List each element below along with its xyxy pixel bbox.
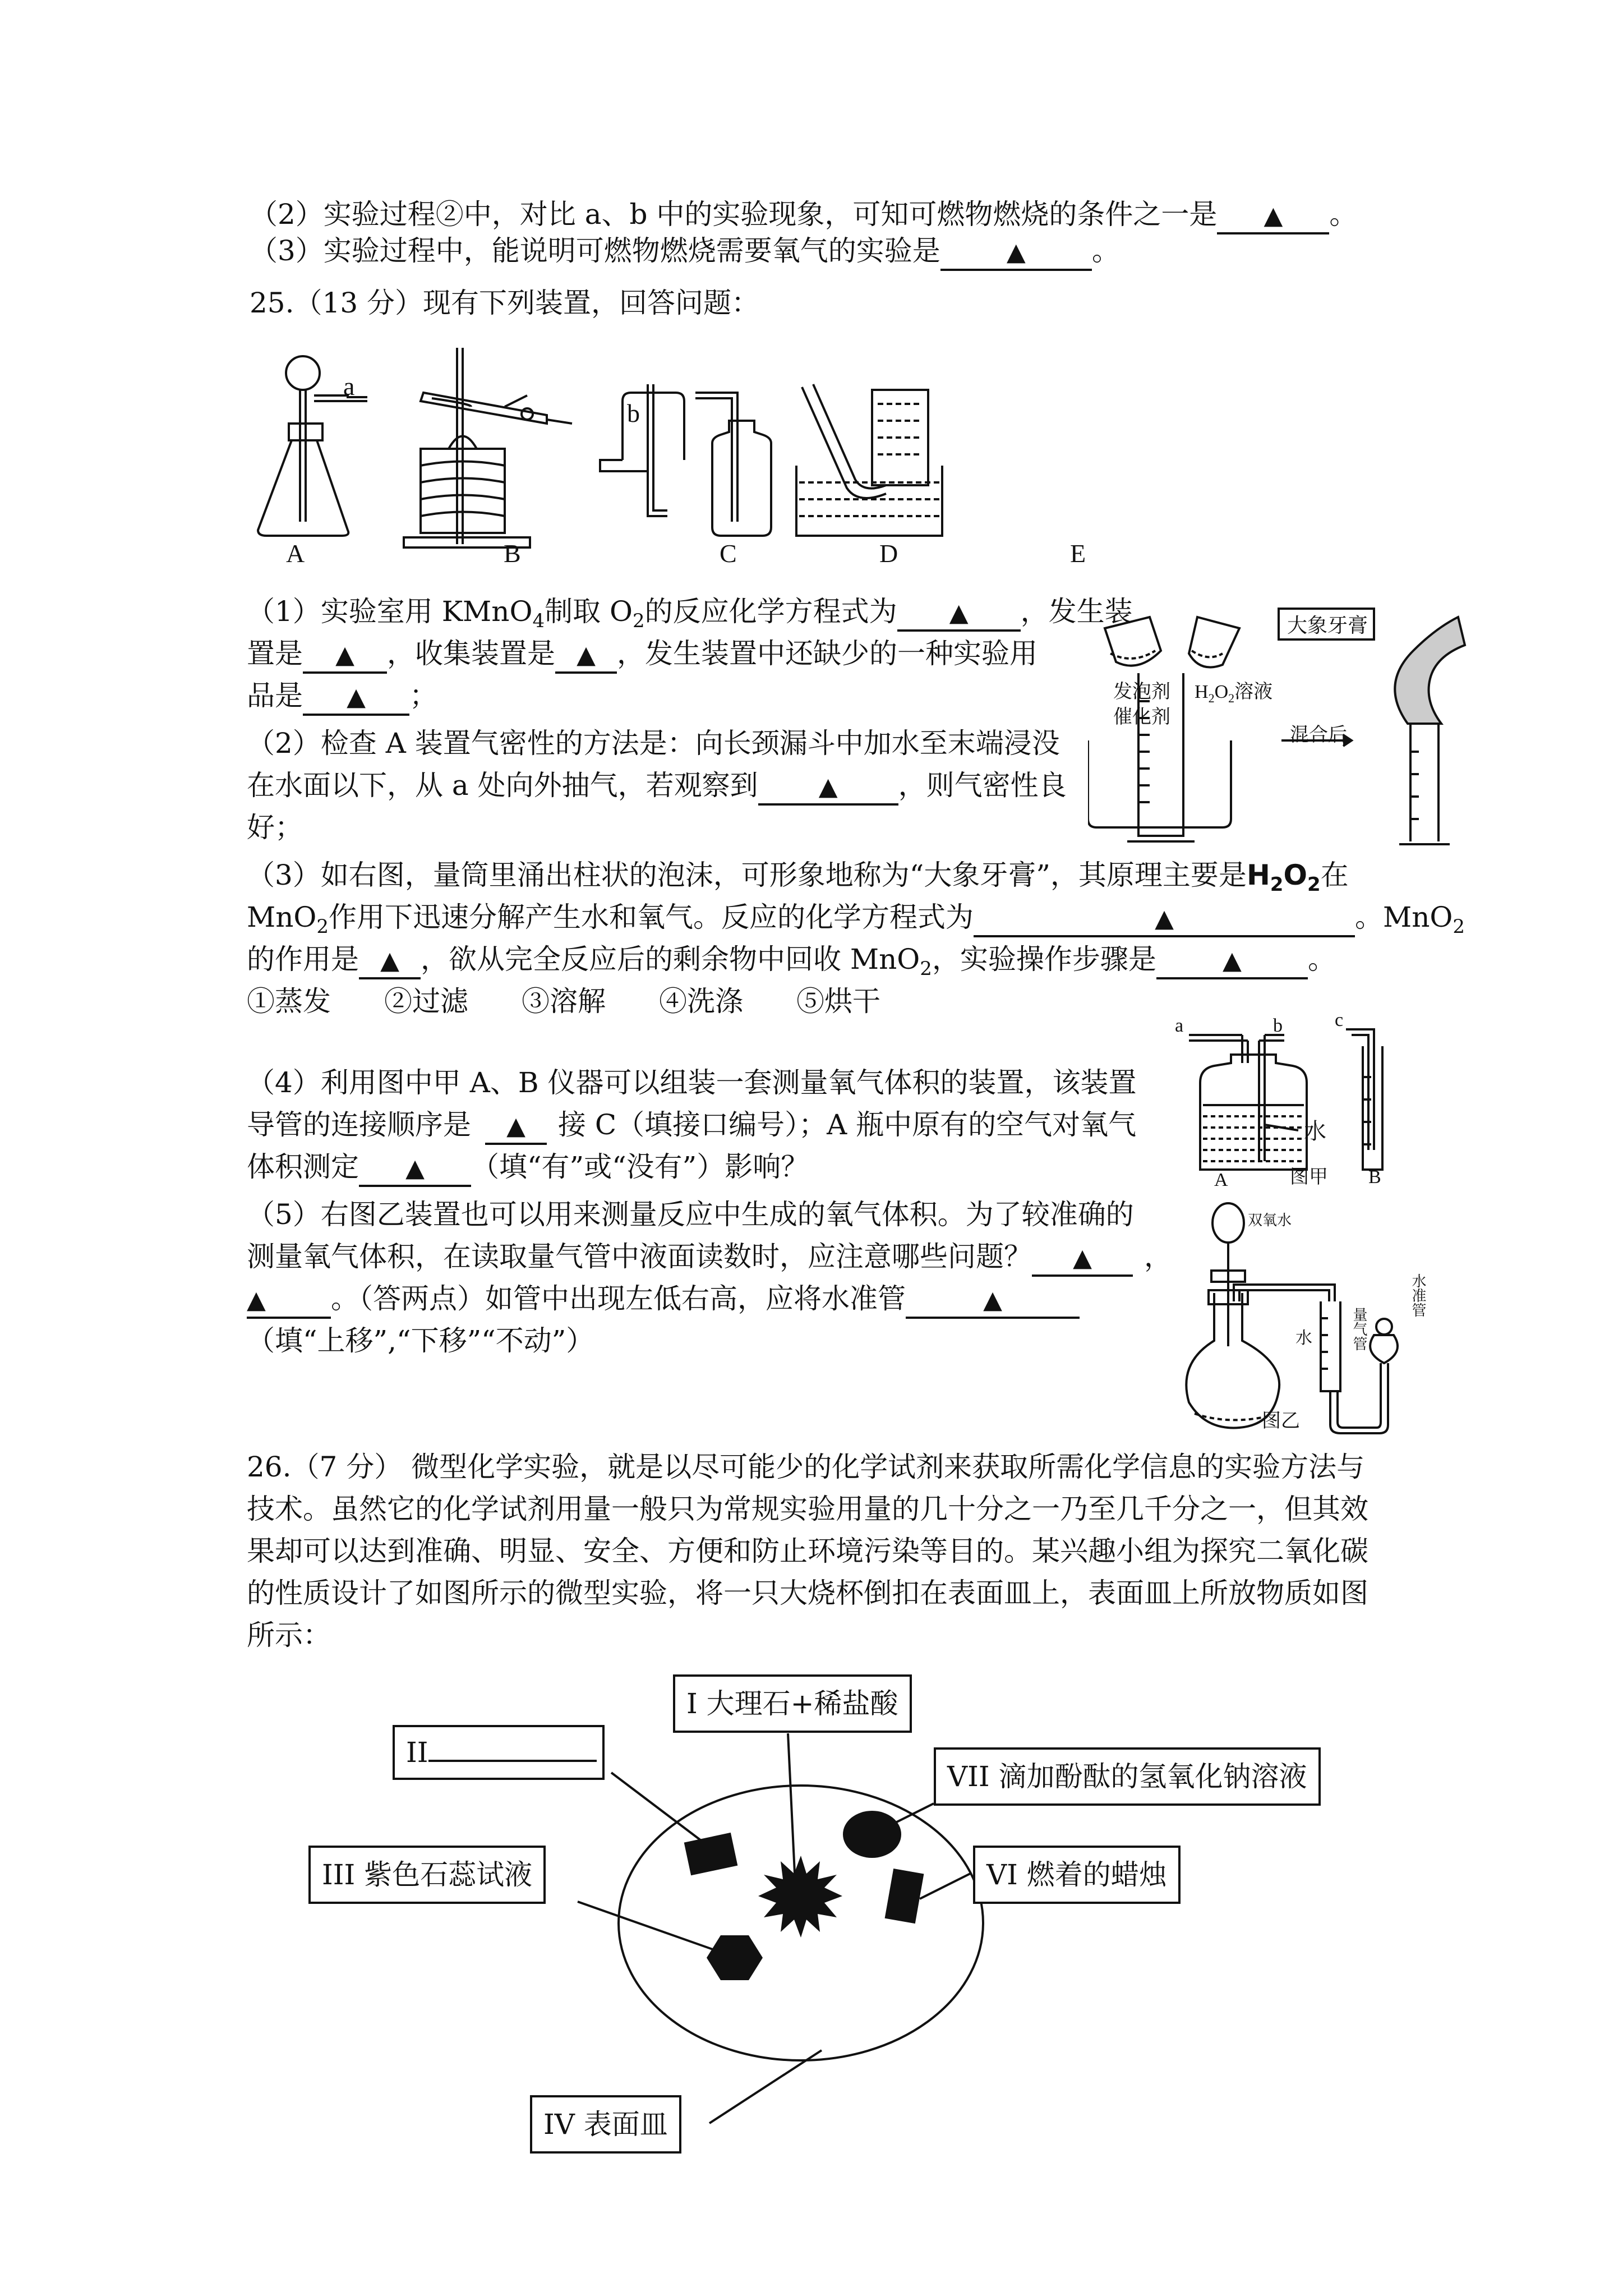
q25-p4-line3: 体积测定 ▲ （填“有”或“没有”）影响？ xyxy=(247,1147,809,1187)
label-box-iii: III 紫色石蕊试液 xyxy=(308,1846,546,1904)
catalyst-label: 催化剂 xyxy=(1113,707,1170,728)
step-2: ②过滤 xyxy=(384,985,468,1018)
foaming-agent-label: 发泡剂 xyxy=(1113,682,1170,702)
triangle-icon: ▲ xyxy=(577,641,596,669)
q25-p1-line1: （1）实验室用 KMnO$_4$制取 $O_2$的反应化学方程式为 ▲ ，发生装 xyxy=(247,595,1133,632)
triangle-icon: ▲ xyxy=(1223,946,1242,975)
q26-line-5: 所示： xyxy=(247,1619,331,1651)
jia-label-a: A xyxy=(1214,1170,1228,1190)
port-label-a: a xyxy=(343,372,355,401)
q26-line-1: 26.（7 分） 微型化学实验，就是以尽可能少的化学试剂来获取所需化学信息的实验方法与 xyxy=(247,1451,1365,1483)
step-3: ③溶解 xyxy=(522,985,606,1018)
step-1: ①蒸发 xyxy=(247,985,331,1018)
q25-p1-line2: 置是 ▲ ，收集装置是 ▲ ，发生装置中还缺少的一种实验用 xyxy=(247,634,1038,674)
sample-ii-rectangle xyxy=(684,1833,738,1875)
yi-h2o2-label: 双氧水 xyxy=(1248,1212,1292,1228)
sample-vi-candle xyxy=(885,1869,924,1924)
triangle-icon: ▲ xyxy=(380,946,399,975)
triangle-icon: ▲ xyxy=(1155,904,1174,933)
q25-p1-line3: 品是 ▲ ； xyxy=(247,676,437,716)
triangle-icon: ▲ xyxy=(335,641,354,669)
triangle-icon: ▲ xyxy=(1006,238,1026,266)
yi-water-label: 水 xyxy=(1295,1329,1312,1347)
jia-water-label: 水 xyxy=(1304,1119,1326,1144)
h2o2-solution-label: $H_2O_2$溶液 xyxy=(1195,682,1273,705)
yi-title: 图乙 xyxy=(1262,1411,1300,1432)
after-mixing-label: 混合后 xyxy=(1290,725,1347,746)
q24-line-3: （3）实验过程中，能说明可燃物燃烧需要氧气的实验是 ▲ 。 xyxy=(250,231,1120,271)
jia-port-b: b xyxy=(1273,1015,1283,1036)
q25-p5-line1: （5）右图乙装置也可以用来测量反应中生成的氧气体积。为了较准确的 xyxy=(247,1198,1134,1231)
q25-p2-line2: 在水面以下，从 a 处向外抽气，若观察到 ▲ ，则气密性良 xyxy=(247,766,1067,806)
triangle-icon: ▲ xyxy=(1073,1244,1092,1272)
q25-p3-line1: （3）如右图，量筒里涌出柱状的泡沫，可形象地称为“大象牙膏”，其原理主要是$H_2O_2$在 xyxy=(247,859,1349,896)
q25-p5-line3: ▲ 。（答两点）如管中出现左低右高，应将水准管 ▲ xyxy=(247,1279,1080,1319)
triangle-icon: ▲ xyxy=(983,1286,1002,1314)
triangle-icon: ▲ xyxy=(247,1286,266,1314)
q26-line-3: 果却可以达到准确、明显、安全、方便和防止环境污染等目的。某兴趣小组为探究二氧化碳 xyxy=(247,1535,1368,1567)
q25-p4-line1: （4）利用图中甲 A、B 仪器可以组装一套测量氧气体积的装置，该装置 xyxy=(247,1066,1137,1099)
label-box-iv: IV 表面皿 xyxy=(530,2095,681,2154)
label-box-vi: VI 燃着的蜡烛 xyxy=(973,1846,1181,1904)
port-label-b: b xyxy=(627,399,640,427)
triangle-icon: ▲ xyxy=(506,1112,525,1140)
triangle-icon: ▲ xyxy=(949,599,969,627)
sample-i-starburst xyxy=(758,1856,842,1938)
label-box-vii: VII 滴加酚酞的氢氧化钠溶液 xyxy=(934,1747,1321,1806)
label-box-ii: II xyxy=(393,1725,605,1780)
step-4: ④洗涤 xyxy=(659,985,743,1018)
triangle-icon: ▲ xyxy=(405,1154,425,1182)
triangle-icon: ▲ xyxy=(1264,201,1283,230)
jia-port-c: c xyxy=(1335,1010,1344,1030)
apparatus-label-e: E xyxy=(1070,539,1086,568)
q25-p3-line2: MnO$_2$作用下迅速分解产生水和氧气。反应的化学方程式为 ▲ 。MnO$_2$ xyxy=(247,901,1465,938)
sample-vii-ellipse xyxy=(843,1811,901,1858)
q25-header: 25.（13 分）现有下列装置，回答问题： xyxy=(250,287,760,319)
q26-line-2: 技术。虽然它的化学试剂用量一般只为常规实验用量的几十分之一乃至几千分之一，但其效 xyxy=(247,1493,1368,1525)
sample-iii-hexagon xyxy=(707,1935,763,1980)
jia-port-a: a xyxy=(1175,1015,1184,1036)
q25-p5-line2: 测量氧气体积，在读取量气管中液面读数时，应注意哪些问题？ ▲ ， xyxy=(247,1237,1172,1277)
q26-line-4: 的性质设计了如图所示的微型实验，将一只大烧杯倒扣在表面皿上，表面皿上所放物质如图 xyxy=(247,1577,1368,1609)
q24-line-2: （2）实验过程②中，对比 a、b 中的实验现象，可知可燃物燃烧的条件之一是 ▲ 。 xyxy=(250,195,1357,234)
triangle-icon: ▲ xyxy=(818,772,838,801)
yi-gas-tube-label: 量气管 xyxy=(1351,1307,1367,1351)
triangle-icon: ▲ xyxy=(347,683,366,711)
jia-label-b: B xyxy=(1368,1167,1381,1188)
toothpaste-label: 大象牙膏 xyxy=(1287,614,1368,637)
apparatus-label-c: C xyxy=(720,539,737,568)
apparatus-label-b: B xyxy=(504,539,521,568)
q25-p3-line3: 的作用是 ▲ ，欲从完全反应后的剩余物中回收 MnO$_2$，实验操作步骤是 ▲ 。 xyxy=(247,943,1336,980)
q25-p5-line4: （填“上移”,“下移”“不动”） xyxy=(247,1324,594,1357)
step-5: ⑤烘干 xyxy=(796,985,880,1018)
jia-title: 图甲 xyxy=(1290,1167,1328,1188)
apparatus-label-d: D xyxy=(879,539,898,568)
q25-p2-line3: 好； xyxy=(247,811,303,844)
yi-level-tube-label: 水准管 xyxy=(1410,1273,1426,1317)
apparatus-label-a: A xyxy=(286,539,305,568)
label-box-i: I 大理石+稀盐酸 xyxy=(673,1674,912,1733)
q25-p2-line1: （2）检查 A 装置气密性的方法是：向长颈漏斗中加水至末端浸没 xyxy=(247,727,1060,760)
q25-p4-line2: 导管的连接顺序是 ▲ 接 C（填接口编号）；A 瓶中原有的空气对氧气 xyxy=(247,1105,1136,1145)
